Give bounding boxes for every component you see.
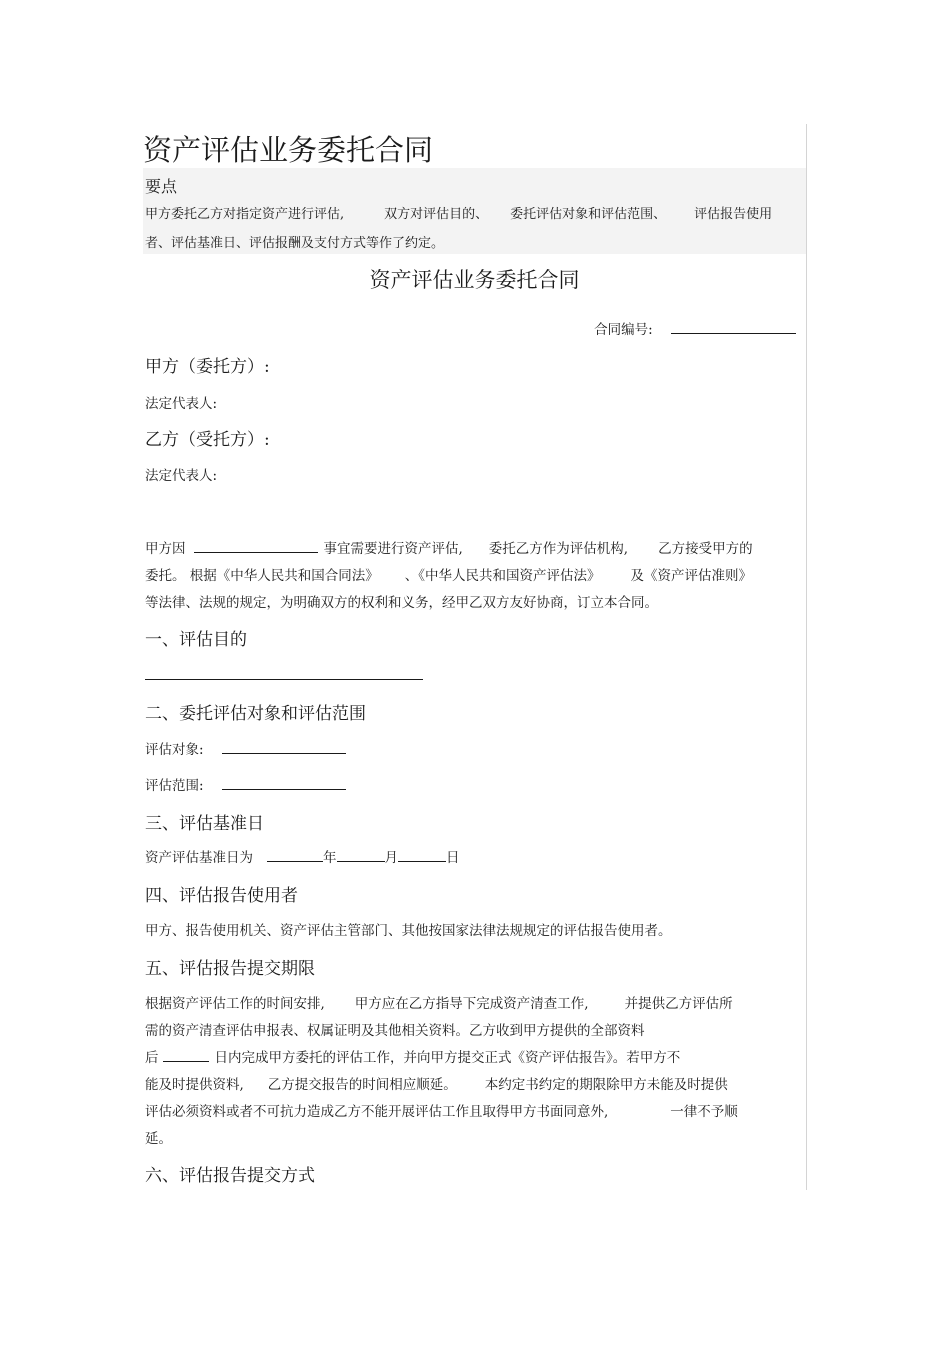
s5-line-3	[145, 1046, 680, 1066]
contract-number-label: 合同编号:	[594, 322, 653, 338]
year-blank[interactable]	[267, 861, 323, 862]
month-blank[interactable]	[337, 861, 385, 862]
purpose-blank[interactable]	[145, 679, 423, 680]
section-6-heading: 六、评估报告提交方式	[145, 1166, 315, 1186]
intro-line-1	[145, 537, 753, 557]
document-page	[143, 124, 807, 1190]
party-a-rep-label: 法定代表人:	[145, 396, 218, 412]
scope-row	[145, 774, 346, 794]
section-1-heading: 一、评估目的	[145, 630, 247, 650]
s5-text: 本约定书约定的期限除甲方未能及时提供	[484, 1077, 728, 1093]
intro-text: 及《资产评估准则》	[630, 568, 753, 584]
party-b-rep-label: 法定代表人:	[145, 468, 218, 484]
year-label: 年	[323, 850, 337, 866]
scope-label: 评估范围:	[145, 778, 204, 794]
s5-line-4	[145, 1073, 728, 1093]
s5-text: 能及时提供资料,	[145, 1077, 244, 1093]
object-row	[145, 738, 346, 758]
section-3-heading: 三、评估基准日	[145, 814, 264, 834]
s5-text: 并提供乙方评估所	[624, 996, 733, 1012]
reason-blank[interactable]	[194, 552, 318, 553]
month-label: 月	[384, 850, 398, 866]
contract-number-blank[interactable]	[671, 333, 796, 334]
day-label: 日	[446, 850, 460, 866]
document-title: 资产评估业务委托合同	[143, 133, 434, 167]
summary-part: 双方对评估目的、	[384, 207, 489, 222]
party-a-label: 甲方（委托方）:	[145, 357, 270, 377]
object-blank[interactable]	[222, 753, 346, 754]
intro-line-3: 等法律、法规的规定，为明确双方的权利和义务，经甲乙双方友好协商，订立本合同。	[145, 595, 658, 611]
s5-text: 根据资产评估工作的时间安排,	[145, 996, 325, 1012]
base-date-row	[145, 846, 460, 866]
s5-text: 甲方应在乙方指导下完成资产清查工作,	[354, 996, 589, 1012]
section-5-heading: 五、评估报告提交期限	[145, 959, 315, 979]
intro-text: 委托乙方作为评估机构,	[488, 541, 629, 557]
section-2-heading: 二、委托评估对象和评估范围	[145, 704, 366, 724]
intro-text: 甲方因	[145, 541, 186, 557]
object-label: 评估对象:	[145, 742, 204, 758]
s5-line-2: 需的资产清查评估申报表、权属证明及其他相关资料。乙方收到甲方提供的全部资料	[145, 1023, 645, 1039]
s5-line-5	[145, 1100, 738, 1120]
intro-text: 委托。 根据《中华人民共和国合同法》	[145, 568, 379, 584]
summary-part: 者、评估基准日、评估报酬及支付方式等作了约定。	[145, 236, 445, 251]
summary-part: 委托评估对象和评估范围、	[510, 207, 667, 222]
party-b-label: 乙方（受托方）:	[145, 430, 270, 450]
s5-line-1	[145, 992, 733, 1012]
day-blank[interactable]	[398, 861, 446, 862]
intro-text: 乙方接受甲方的	[658, 541, 753, 557]
s5-text: 日内完成甲方委托的评估工作，并向甲方提交正式《资产评估报告》。若甲方不	[214, 1050, 681, 1066]
s5-text: 一律不予顺	[670, 1104, 738, 1120]
summary-part: 评估报告使用	[694, 207, 773, 222]
s5-text: 后	[145, 1050, 159, 1066]
summary-box	[143, 168, 806, 254]
intro-text: 事宜需要进行资产评估,	[323, 541, 463, 557]
section-4-heading: 四、评估报告使用者	[145, 886, 298, 906]
scope-blank[interactable]	[222, 789, 346, 790]
s5-text: 乙方提交报告的时间相应顺延。	[267, 1077, 457, 1093]
contract-number	[594, 318, 796, 338]
summary-text	[145, 200, 797, 258]
intro-text: 、《中华人民共和国资产评估法》	[404, 568, 601, 584]
intro-line-2	[145, 564, 752, 584]
contract-title: 资产评估业务委托合同	[369, 268, 580, 292]
summary-part: 甲方委托乙方对指定资产进行评估,	[145, 207, 345, 222]
section-4-text: 甲方、报告使用机关、资产评估主管部门、其他按国家法律法规规定的评估报告使用者。	[145, 923, 672, 939]
summary-heading: 要点	[145, 177, 178, 196]
s5-line-6: 延。	[145, 1131, 172, 1147]
days-blank[interactable]	[163, 1061, 209, 1062]
s5-text: 评估必须资料或者不可抗力造成乙方不能开展评估工作且取得甲方书面同意外,	[145, 1104, 609, 1120]
base-date-text: 资产评估基准日为	[145, 850, 253, 866]
